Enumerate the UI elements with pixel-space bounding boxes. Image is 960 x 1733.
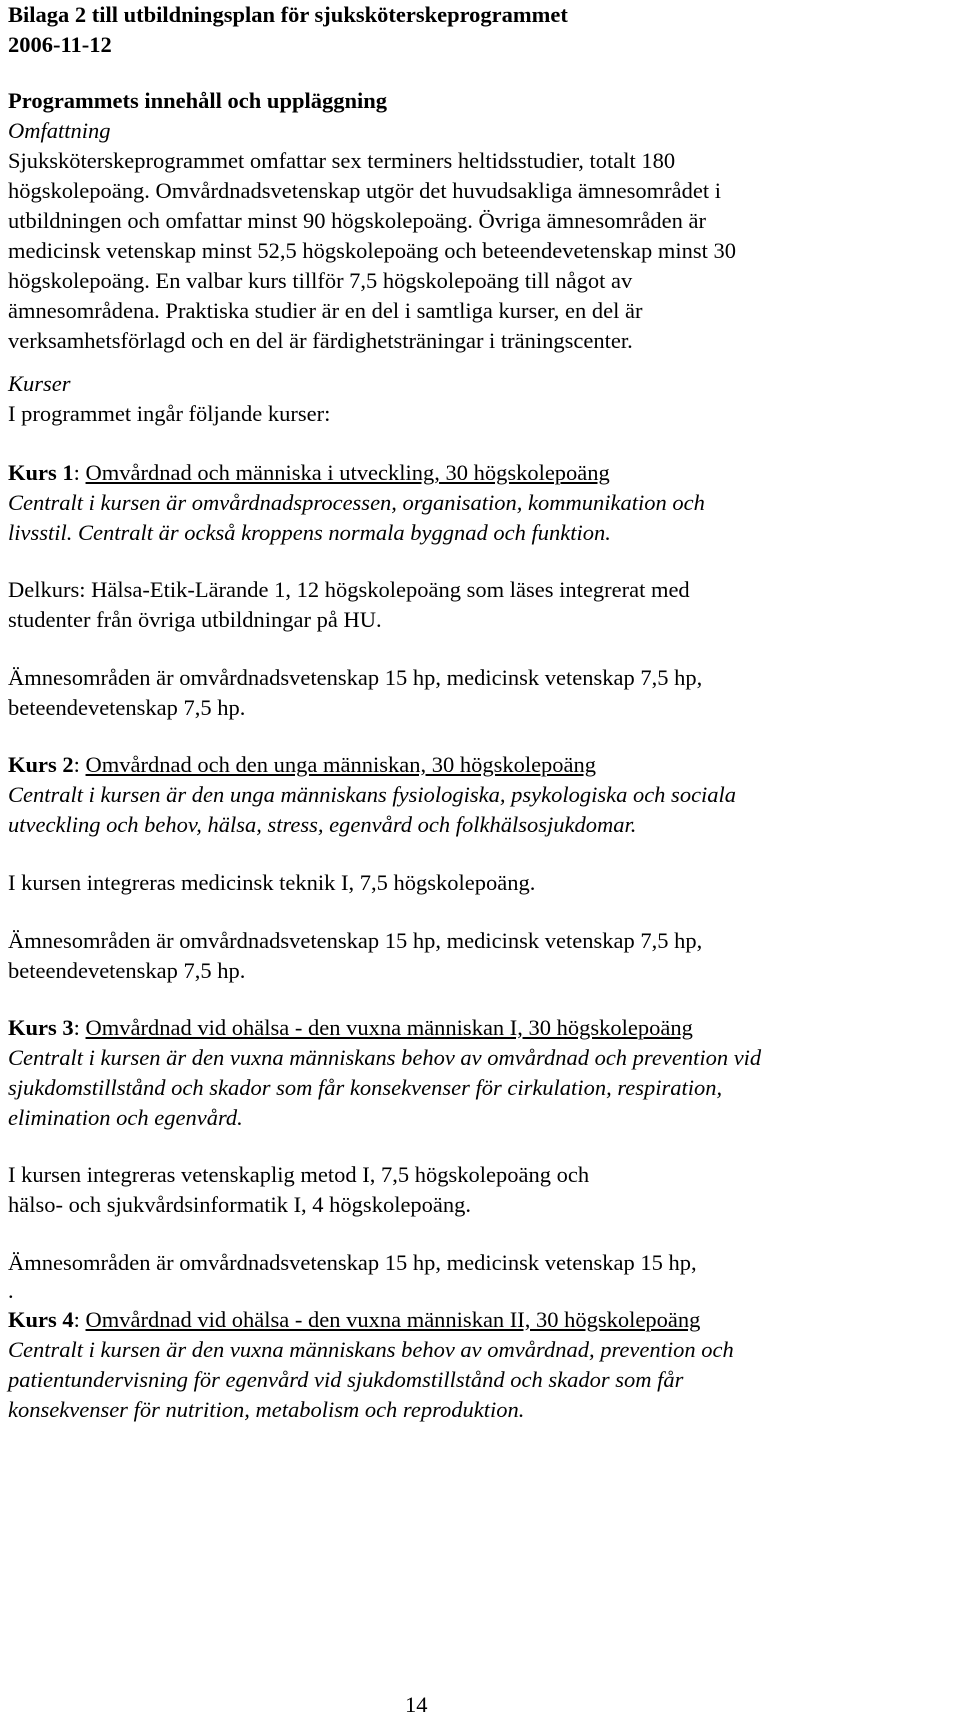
- paragraph-line: beteendevetenskap 7,5 hp.: [8, 958, 246, 983]
- course-1-heading: Kurs 1: Omvårdnad och människa i utveckling, 30 högskolepoäng: [8, 460, 610, 485]
- course-title: Omvårdnad och den unga människan, 30 högskolepoäng: [85, 752, 597, 777]
- page-number: 14: [405, 1692, 428, 1717]
- paragraph-line: högskolepoäng. En valbar kurs tillför 7,5 högskolepoäng till något av: [8, 268, 633, 293]
- paragraph-line: I kursen integreras vetenskaplig metod I, 7,5 högskolepoäng och: [8, 1162, 590, 1187]
- kurser-intro: I programmet ingår följande kurser:: [8, 401, 331, 426]
- omfattning-label: Omfattning: [8, 118, 111, 143]
- paragraph-line: utbildningen och omfattar minst 90 högskolepoäng. Övriga ämnesområden är: [8, 208, 706, 233]
- focus-line: livsstil. Centralt är också kroppens normala byggnad och funktion.: [8, 520, 611, 545]
- course-label: Kurs 2: [8, 752, 74, 777]
- course-3-focus: [8, 1043, 761, 1133]
- course-1-subjects: [8, 663, 702, 723]
- paragraph-line: medicinsk vetenskap minst 52,5 högskolepoäng och beteendevetenskap minst 30: [8, 238, 736, 263]
- course-2-subjects: [8, 926, 702, 986]
- focus-line: Centralt i kursen är omvårdnadsprocessen, organisation, kommunikation och: [8, 490, 705, 515]
- paragraph-line: I kursen integreras medicinsk teknik I, 7,5 högskolepoäng.: [8, 870, 536, 895]
- paragraph-line: studenter från övriga utbildningar på HU.: [8, 607, 382, 632]
- paragraph-line: Ämnesområden är omvårdnadsvetenskap 15 hp, medicinsk vetenskap 7,5 hp,: [8, 928, 703, 953]
- focus-line: patientundervisning för egenvård vid sjukdomstillstånd och skador som får: [8, 1367, 684, 1392]
- document-title: Bilaga 2 till utbildningsplan för sjuksköterskeprogrammet: [8, 2, 568, 27]
- paragraph-line: högskolepoäng. Omvårdnadsvetenskap utgör det huvudsakliga ämnesområdet i: [8, 178, 721, 203]
- paragraph-line: beteendevetenskap 7,5 hp.: [8, 695, 246, 720]
- course-title: Omvårdnad och människa i utveckling, 30 högskolepoäng: [85, 460, 610, 485]
- kurser-label: Kurser: [8, 371, 71, 396]
- course-1-focus: [8, 488, 705, 548]
- focus-line: Centralt i kursen är den vuxna människans behov av omvårdnad, prevention och: [8, 1337, 734, 1362]
- paragraph-line: hälso- och sjukvårdsinformatik I, 4 högskolepoäng.: [8, 1192, 472, 1217]
- course-2-heading: Kurs 2: Omvårdnad och den unga människan, 30 högskolepoäng: [8, 752, 597, 777]
- course-3-integration: [8, 1160, 589, 1220]
- course-title: Omvårdnad vid ohälsa - den vuxna människan I, 30 högskolepoäng: [85, 1015, 693, 1040]
- document-date: 2006-11-12: [8, 32, 112, 57]
- course-label: Kurs 4: [8, 1307, 74, 1332]
- course-title: Omvårdnad vid ohälsa - den vuxna människan II, 30 högskolepoäng: [85, 1307, 701, 1332]
- course-1-delkurs: [8, 575, 690, 635]
- focus-line: elimination och egenvård.: [8, 1105, 243, 1130]
- focus-line: utveckling och behov, hälsa, stress, egenvård och folkhälsosjukdomar.: [8, 812, 637, 837]
- section-heading: Programmets innehåll och uppläggning: [8, 88, 388, 113]
- omfattning-paragraph: [8, 146, 736, 356]
- focus-line: sjukdomstillstånd och skador som får konsekvenser för cirkulation, respiration,: [8, 1075, 723, 1100]
- focus-line: Centralt i kursen är den vuxna människans behov av omvårdnad och prevention vid: [8, 1045, 762, 1070]
- paragraph-line: Ämnesområden är omvårdnadsvetenskap 15 hp, medicinsk vetenskap 7,5 hp,: [8, 665, 703, 690]
- course-2-integration: [8, 868, 535, 898]
- paragraph-line: .: [8, 1278, 14, 1303]
- paragraph-line: verksamhetsförlagd och en del är färdighetsträningar i träningscenter.: [8, 328, 633, 353]
- paragraph-line: Ämnesområden är omvårdnadsvetenskap 15 hp, medicinsk vetenskap 15 hp,: [8, 1250, 697, 1275]
- course-label: Kurs 3: [8, 1015, 74, 1040]
- paragraph-line: Delkurs: Hälsa-Etik-Lärande 1, 12 högskolepoäng som läses integrerat med: [8, 577, 690, 602]
- focus-line: Centralt i kursen är den unga människans fysiologiska, psykologiska och sociala: [8, 782, 737, 807]
- course-4-heading: Kurs 4: Omvårdnad vid ohälsa - den vuxna människan II, 30 högskolepoäng: [8, 1307, 701, 1332]
- paragraph-line: Sjuksköterskeprogrammet omfattar sex terminers heltidsstudier, totalt 180: [8, 148, 676, 173]
- paragraph-line: ämnesområdena. Praktiska studier är en del i samtliga kurser, en del är: [8, 298, 643, 323]
- course-label: Kurs 1: [8, 460, 74, 485]
- course-4-focus: [8, 1335, 734, 1425]
- course-2-focus: [8, 780, 736, 840]
- course-3-subjects: [8, 1248, 697, 1304]
- focus-line: konsekvenser för nutrition, metabolism och reproduktion.: [8, 1397, 525, 1422]
- course-3-heading: Kurs 3: Omvårdnad vid ohälsa - den vuxna människan I, 30 högskolepoäng: [8, 1015, 693, 1040]
